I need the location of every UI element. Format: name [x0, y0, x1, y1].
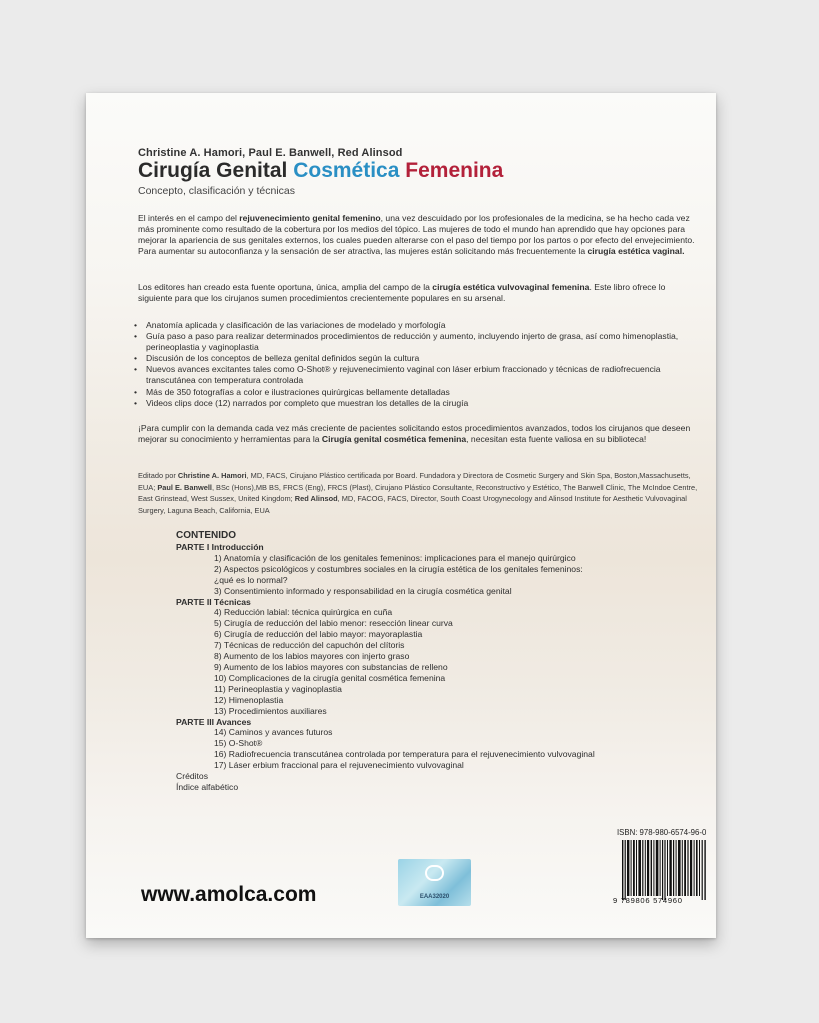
isbn-label: ISBN: 978-980-6574-96-0 — [617, 828, 707, 837]
editors-text: , MD, FACOG, FACS, Director, South Coast Urogynecology and Alinsod Institute for Aesthetic Vulvovaginal Surgery, Laguna Beach, California, EUA — [138, 494, 687, 515]
book-title — [138, 159, 503, 183]
toc-chapter: 13) Procedimientos auxiliares — [214, 705, 327, 716]
toc-heading: CONTENIDO — [176, 530, 236, 541]
toc-chapter: 10) Complicaciones de la cirugía genital cosmética femenina — [214, 672, 446, 683]
authors: Christine A. Hamori, Paul E. Banwell, Red Alinsod — [138, 147, 403, 159]
feature-item: • Nuevos avances excitantes tales como O-Shot® y rejuvenecimiento vaginal con láser erbium fraccionado y técnicas de radiofrecuencia transcutánea con temperatura controlada — [134, 364, 700, 386]
book-subtitle: Concepto, clasificación y técnicas — [138, 185, 295, 197]
editors-text: , BSc (Hons),MB BS, FRCS (Eng), FRCS (Plast), Cirujano Plástico Consultante, Reconstructivo y Estético, The Banwell Clinic, The McIndoe Centre, East Grinstead, West Sussex, United Kingdom; — [138, 482, 698, 503]
intro-bold: cirugía estética vulvovaginal femenina — [432, 282, 590, 292]
toc-chapter: 9) Aumento de los labios mayores con substancias de relleno — [214, 661, 448, 672]
toc-chapter: 16) Radiofrecuencia transcutánea controlada por temperatura para el rejuvenecimiento vulvovaginal — [214, 749, 595, 760]
editor-name: Christine A. Hamori — [177, 471, 247, 480]
toc-chapter: 11) Perineoplastia y vaginoplastia — [214, 683, 342, 694]
book-back-cover — [86, 93, 716, 938]
feature-item: • Guía paso a paso para realizar determinados procedimientos de reducción y aumento, incluyendo injerto de grasa, así como himenoplastia, perineoplastia y vaginoplastia — [134, 331, 700, 353]
closing-text: ¡Para cumplir con la demanda cada vez más creciente de pacientes solicitando estos procedimientos avanzados, todos los cirujanos que deseen mejorar su conocimiento y herramientas para la — [138, 423, 691, 445]
toc-chapter: 7) Técnicas de reducción del capuchón del clítoris — [214, 640, 405, 651]
toc-index: Índice alfabético — [176, 781, 239, 792]
toc-part: PARTE I Introducción — [176, 542, 264, 552]
title-part-cosmetica: Cosmética — [293, 159, 400, 182]
intro-text: Los editores han creado esta fuente oportuna, única, amplia del campo de la — [138, 282, 433, 292]
publisher-url[interactable]: www.amolca.com — [141, 883, 317, 906]
editors-text: Editado por — [138, 471, 178, 480]
intro-text: . Este libro ofrece lo siguiente para que los cirujanos sumen procedimientos crecientemente populares en su arsenal. — [138, 282, 666, 304]
toc-chapter: 17) Láser erbium fraccional para el rejuvenecimiento vulvovaginal — [214, 760, 464, 771]
hologram-code: EAA32020 — [419, 894, 450, 900]
editor-name: Red Alinsod — [294, 494, 338, 503]
feature-item: • Discusión de los conceptos de belleza genital definidos según la cultura — [134, 353, 700, 364]
intro-bold: rejuvenecimiento genital femenino — [239, 213, 381, 223]
closing-bold: Cirugía genital cosmética femenina — [321, 434, 467, 445]
intro-paragraph-1 — [138, 213, 698, 257]
toc-part: PARTE II Técnicas — [176, 596, 251, 607]
toc-part: PARTE III Avances — [176, 716, 252, 727]
toc-chapter: 3) Consentimiento informado y responsabilidad en la cirugía cosmética genital — [214, 585, 512, 596]
toc-chapter: 1) Anatomía y clasificación de los genitales femeninos: implicaciones para el manejo quirúrgico — [214, 552, 576, 563]
intro-text: , una vez descuidado por los profesionales de la medicina, se ha hecho cada vez más prominente como resultado de la cobertura por los medios del tópico. Las mujeres de todo el mundo han aprendido que hay opciones para mejorar la apariencia de sus genitales externos, los cuales pueden alterarse con el paso del tiempo por los partos o por efecto del envejecimiento. Para aumentar su autoconfianza y la sensación de ser atractiva, las mujeres están solicitando más frecuentemente la — [138, 213, 695, 257]
toc-chapter: 8) Aumento de los labios mayores con injerto graso — [214, 651, 410, 662]
feature-item: • Más de 350 fotografías a color e ilustraciones quirúrgicas bellamente detalladas — [134, 387, 700, 398]
intro-text: El interés en el campo del — [138, 213, 240, 223]
closing-paragraph — [138, 423, 698, 445]
toc-chapter-cont: ¿qué es lo normal? — [214, 574, 288, 585]
toc-chapter: 15) O-Shot® — [214, 738, 263, 749]
toc-chapter: 2) Aspectos psicológicos y costumbres sociales en la cirugía estética de los genitales femeninos: — [214, 563, 583, 574]
infinity-logo-icon — [425, 865, 444, 881]
table-of-contents — [176, 530, 595, 793]
editors-text: , MD, FACS, Cirujano Plástico certificada por Board. Fundadora y Directora de Cosmetic Surgery and Skin Spa, Boston,Massachusetts, EUA; — [138, 471, 691, 492]
editor-name: Paul E. Banwell — [157, 482, 212, 492]
toc-chapter: 14) Caminos y avances futuros — [214, 727, 333, 738]
toc-credits: Créditos — [176, 771, 208, 782]
toc-chapter: 4) Reducción labial: técnica quirúrgica en cuña — [214, 607, 393, 618]
closing-text: , necesitan esta fuente valiosa en su biblioteca! — [466, 434, 647, 445]
title-part-femenina: Femenina — [405, 159, 504, 182]
intro-paragraph-2 — [138, 282, 698, 304]
features-list — [134, 320, 700, 409]
toc-chapter: 6) Cirugía de reducción del labio mayor: mayoraplastia — [214, 629, 423, 640]
feature-item: • Anatomía aplicada y clasificación de las variaciones de modelado y morfología — [134, 320, 700, 331]
editors-info — [138, 470, 698, 516]
title-part-genital: Cirugía Genital — [138, 159, 288, 182]
intro-bold: cirugía estética vaginal. — [587, 246, 685, 257]
hologram-sticker — [398, 859, 471, 906]
toc-chapter: 12) Himenoplastia — [214, 694, 284, 705]
toc-chapter: 5) Cirugía de reducción del labio menor: resección linear curva — [214, 618, 453, 629]
barcode — [622, 840, 706, 900]
feature-item: • Videos clips doce (12) narrados por completo que muestran los detalles de la cirugía — [134, 398, 700, 409]
barcode-number: 9 789806 574960 — [613, 896, 683, 905]
